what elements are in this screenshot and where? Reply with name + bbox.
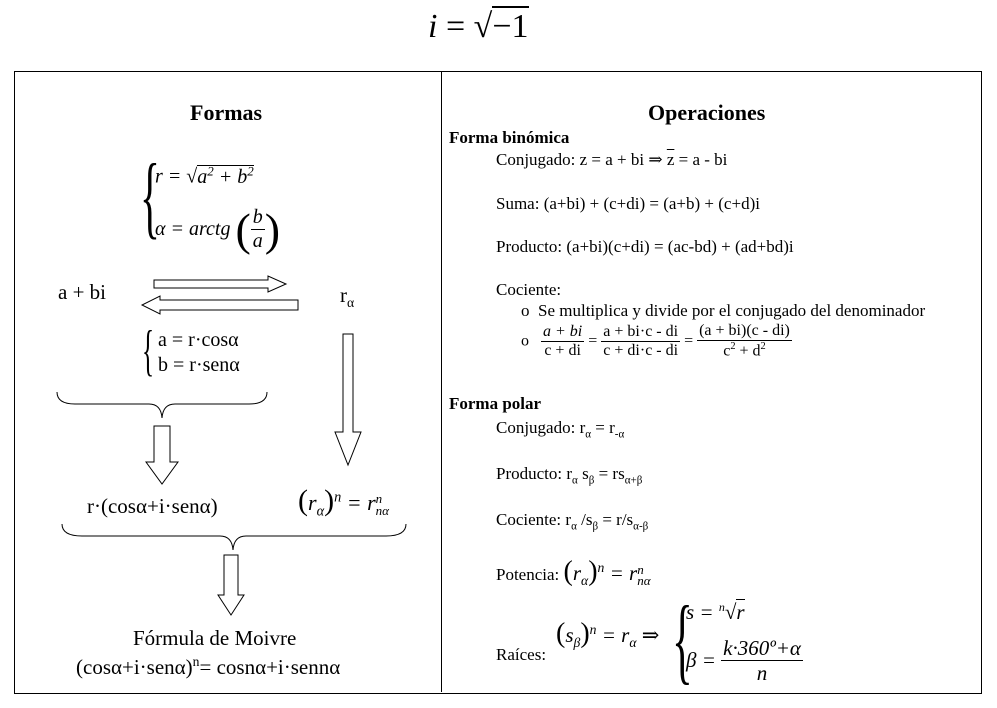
polar-form: $r_\alpha$ [340, 283, 355, 311]
moivre-title: Fórmula de Moivre [133, 626, 297, 650]
quotient-rule: o Se multiplica y divide por el conjugado del denominador [521, 301, 926, 320]
r-definition: $r = √a^2 + b^2$ [155, 163, 254, 188]
binomic-quotient-label: Cociente: [496, 280, 562, 299]
binomial-form: a + bi [58, 280, 106, 304]
polar-product: Producto: $r_\alpha$ $s_\beta = rs_{\alpha+\beta}$ [496, 464, 643, 487]
formas-title: Formas [190, 100, 263, 125]
operaciones-title: Operaciones [648, 100, 766, 125]
sqrt-sign: √ [473, 8, 493, 45]
arrow-down-icon [146, 426, 178, 484]
arrow-down-icon [218, 555, 244, 615]
roots-s: s = $^n$√r [686, 600, 745, 624]
table-divider [441, 71, 442, 692]
trig-form: r·(cosα+i·senα) [87, 494, 218, 518]
moivre-formula: $(\cos\alpha+i\cdot sen\alpha)^n=$ cosnα+i·sennα [76, 654, 341, 679]
binomic-heading: Forma binómica [449, 128, 570, 147]
conversion-arrows [140, 272, 300, 318]
down-arrow-right [333, 332, 363, 468]
binomic-sum: Suma: (a+bi) + (c+di) = (a+b) + (c+d)i [496, 194, 760, 213]
binomic-product: Producto: (a+bi)(c+di) = (ac-bd) + (ad+bd)i [496, 237, 794, 256]
arrow-left-icon [142, 296, 298, 314]
header-formula [428, 8, 529, 46]
quotient-formula: o $\frac{a + bi}{c + di}$ = $\frac{a + bi\cdot c - di}{c + di\cdot c - di}$ = $\frac{(a + bi)(c - di)}{c^2 + d^2}$ [521, 322, 790, 360]
a-equation: a = r·cosα [158, 329, 239, 351]
brace-a-b: { [142, 320, 155, 382]
power-form: $(r_\alpha)^n = r$ n nα [298, 484, 389, 520]
down-arrow-left [144, 424, 180, 486]
polar-heading: Forma polar [449, 394, 542, 413]
roots-lhs: $(s_\beta)^n = r_\alpha$ ⇒ [556, 618, 660, 651]
polar-roots: Raíces: [496, 645, 547, 664]
polar-power: Potencia: $(r_\alpha)^n = r$ n nα [496, 556, 651, 589]
brace-under-left [55, 390, 270, 424]
polar-conjugate: Conjugado: $r_\alpha = r_{-\alpha}$ [496, 418, 625, 441]
arrow-down-icon [335, 334, 361, 465]
equals-sign: = [445, 8, 466, 45]
binomic-conjugate: Conjugado: z = a + bi ⇒ $\overline{z} = a$ - bi [496, 150, 728, 169]
brace-roots: { [672, 586, 693, 693]
alpha-definition: α = arctg ( $\frac{b}{a}$ ) [155, 204, 281, 255]
b-equation: b = r·senα [158, 354, 240, 376]
down-arrow-bottom [216, 553, 246, 617]
sqrt-radicand: −1 [492, 8, 529, 45]
imaginary-unit: i [428, 8, 438, 45]
roots-beta: β = $\frac{\text{k·360º+α}}{n}$ [686, 636, 801, 686]
polar-quotient: Cociente: $r_\alpha$ $/s_\beta = r/s_{\alpha-\beta}$ [496, 510, 649, 533]
arrow-right-icon [154, 276, 286, 292]
brace-under-wide [60, 522, 410, 554]
brace-r-alpha: { [140, 145, 160, 247]
